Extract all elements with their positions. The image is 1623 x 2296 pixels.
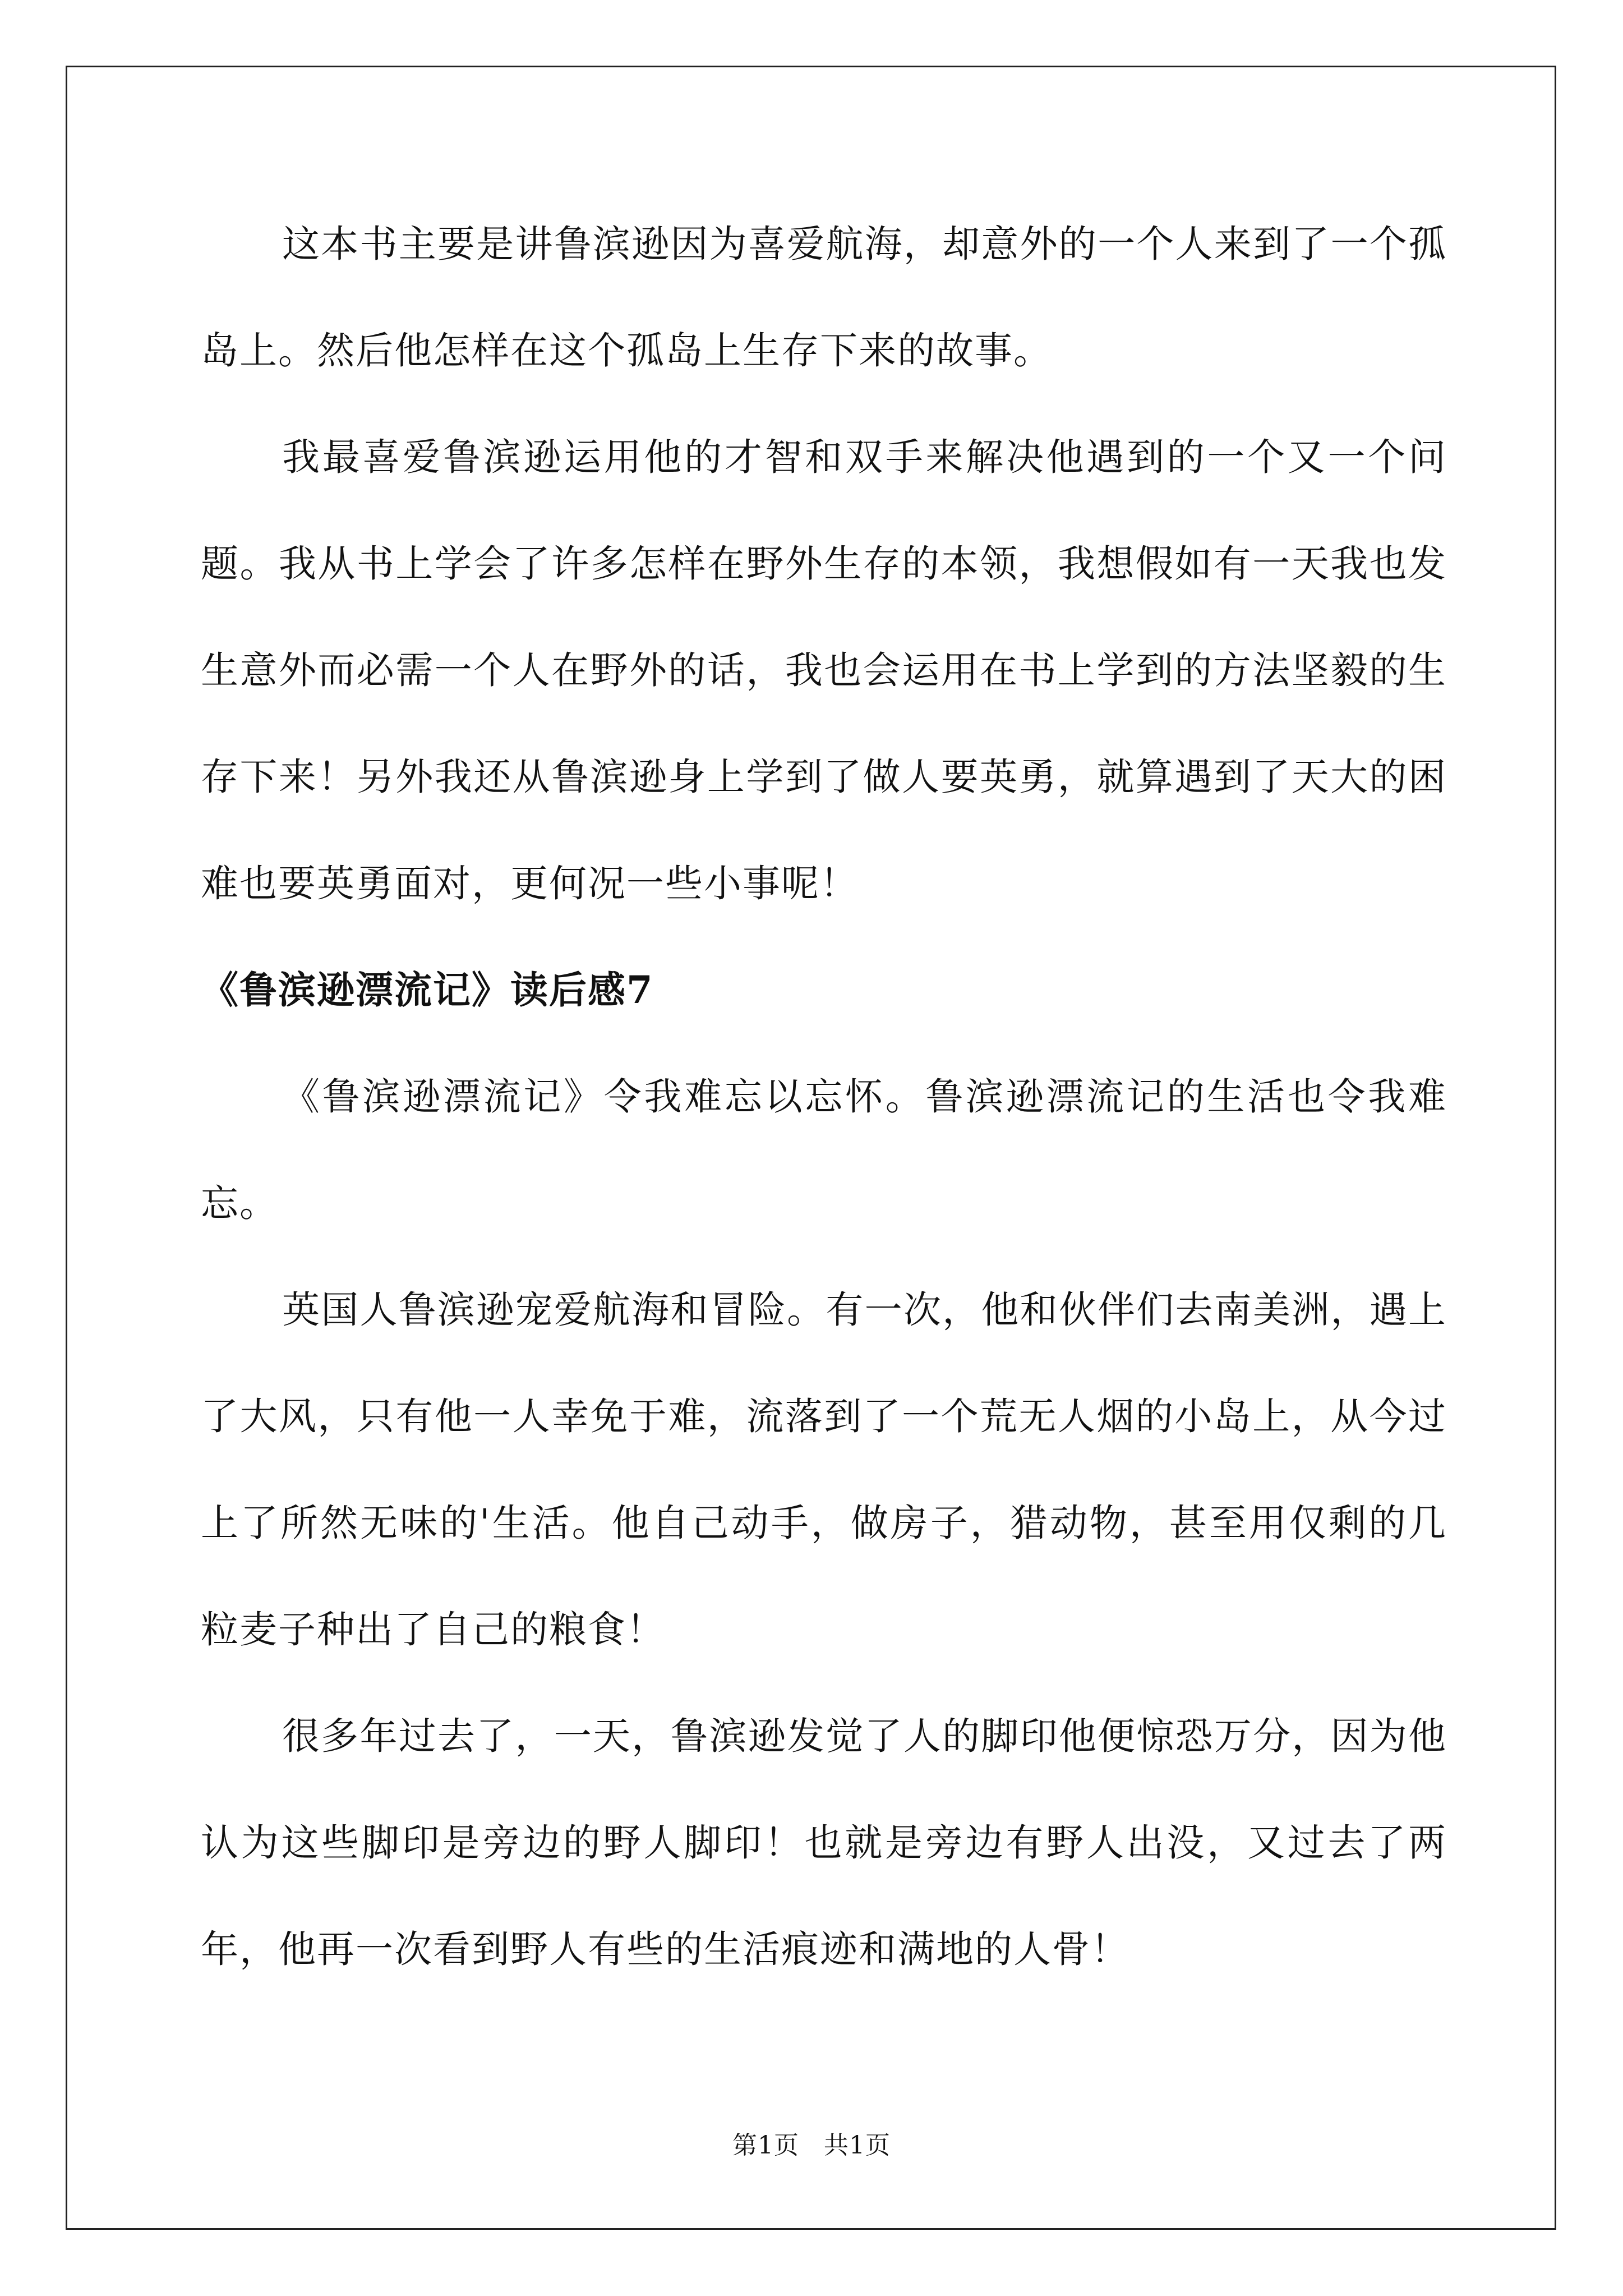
paragraph: 这本书主要是讲鲁滨逊因为喜爱航海，却意外的一个人来到了一个孤岛上。然后他怎样在这个孤岛上生存下来的故事。: [201, 222, 1447, 372]
document-body: [201, 191, 1447, 2003]
paragraph: 英国人鲁滨逊宠爱航海和冒险。有一次，他和伙伴们去南美洲，遇上了大风，只有他一人幸免于难，流落到了一个荒无人烟的小岛上，从今过上了所然无味的'生活。他自己动手，做房子，猎动物，甚至用仅剩的几粒麦子种出了自己的粮食！: [201, 1288, 1447, 1651]
page-total: 共1页: [824, 2131, 891, 2160]
page-footer: [0, 2125, 1623, 2161]
section-title: 《鲁滨逊漂流记》读后感7: [201, 968, 654, 1012]
paragraph: 我最喜爱鲁滨逊运用他的才智和双手来解决他遇到的一个又一个问题。我从书上学会了许多怎样在野外生存的本领，我想假如有一天我也发生意外而必需一个人在野外的话，我也会运用在书上学到的方法坚毅的生存下来！另外我还从鲁滨逊身上学到了做人要英勇，就算遇到了天大的困难也要英勇面对，更何况一些小事呢！: [201, 435, 1447, 905]
paragraph: 很多年过去了，一天，鲁滨逊发觉了人的脚印他便惊恐万分，因为他认为这些脚印是旁边的野人脚印！也就是旁边有野人出没，又过去了两年，他再一次看到野人有些的生活痕迹和满地的人骨！: [201, 1714, 1447, 1971]
paragraph: 《鲁滨逊漂流记》令我难忘以忘怀。鲁滨逊漂流记的生活也令我难忘。: [201, 1075, 1447, 1225]
page-number: 第1页: [732, 2131, 799, 2160]
